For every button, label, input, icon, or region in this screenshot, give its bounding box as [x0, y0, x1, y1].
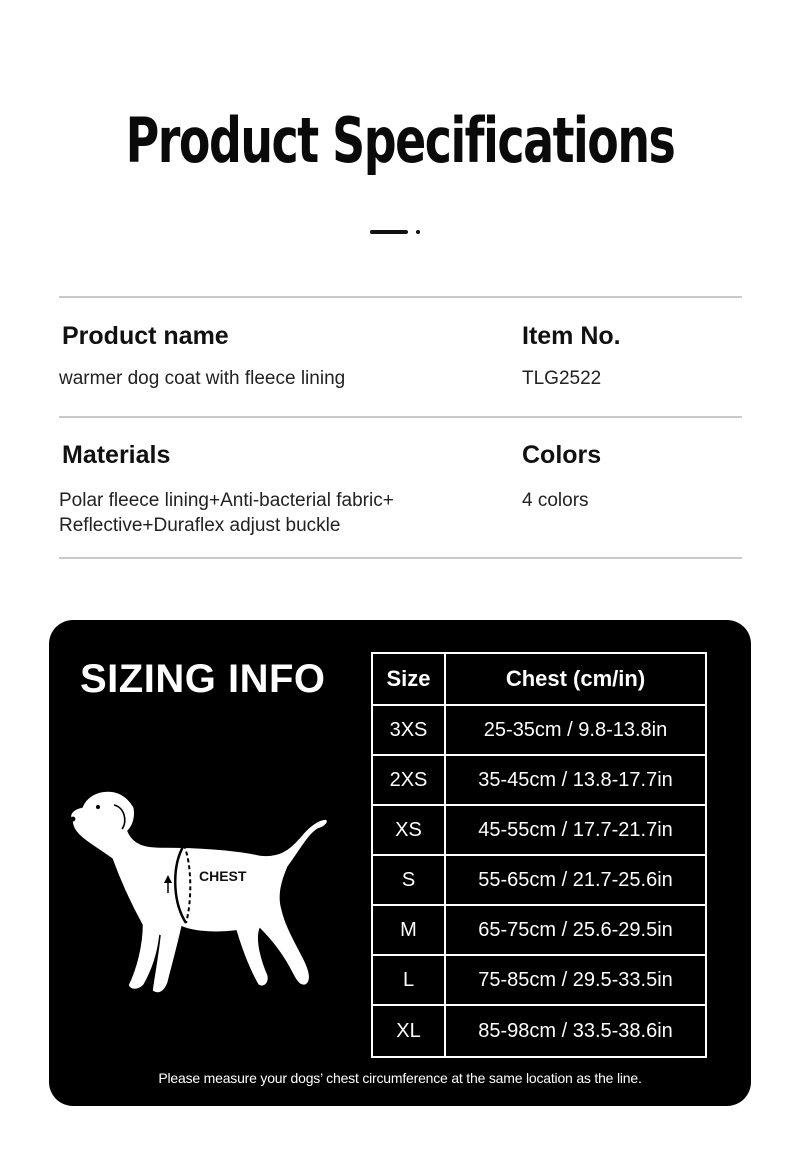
- column-header-size: Size: [373, 654, 446, 706]
- size-cell: XL: [373, 1006, 446, 1056]
- table-header-row: [373, 654, 705, 706]
- table-row: [373, 806, 705, 856]
- colors-value: 4 colors: [522, 490, 589, 511]
- size-cell: 3XS: [373, 706, 446, 756]
- product-name-value: warmer dog coat with fleece lining: [59, 368, 346, 389]
- divider: [59, 296, 742, 298]
- dog-nose: [71, 817, 76, 822]
- table-row: [373, 706, 705, 756]
- materials-value-line1: Polar fleece lining+Anti-bacterial fabric+: [59, 490, 394, 511]
- chest-label: CHEST: [199, 868, 247, 884]
- chest-cell: 85-98cm / 33.5-38.6in: [478, 1019, 673, 1042]
- table-row: [373, 906, 705, 956]
- chest-cell: 35-45cm / 13.8-17.7in: [446, 756, 705, 806]
- table-row: [373, 1006, 705, 1056]
- dog-eye: [96, 805, 100, 809]
- chest-cell: 25-35cm / 9.8-13.8in: [446, 706, 705, 756]
- divider: [59, 557, 742, 559]
- sizing-title: SIZING INFO: [80, 657, 326, 701]
- page-title: Product Specifications: [125, 104, 675, 177]
- item-no-label: Item No.: [522, 322, 621, 350]
- title-divider-dot: [416, 230, 420, 234]
- size-cell: 2XS: [373, 756, 446, 806]
- chest-cell: 55-65cm / 21.7-25.6in: [446, 856, 705, 906]
- dog-silhouette: [70, 791, 327, 993]
- chest-cell: 65-75cm / 25.6-29.5in: [446, 906, 705, 956]
- product-name-label: Product name: [62, 322, 229, 350]
- size-cell: L: [373, 956, 446, 1006]
- divider: [59, 416, 742, 418]
- dog-chest-illustration-icon: [64, 785, 334, 1000]
- measurement-note: Please measure your dogs’ chest circumference at the same location as the line.: [158, 1070, 642, 1086]
- size-cell: M: [373, 906, 446, 956]
- size-cell: S: [373, 856, 446, 906]
- chest-cell: 75-85cm / 29.5-33.5in: [446, 956, 705, 1006]
- title-divider-dash: [370, 230, 408, 234]
- chest-cell: 45-55cm / 17.7-21.7in: [446, 806, 705, 856]
- materials-label: Materials: [62, 441, 171, 469]
- table-row: [373, 956, 705, 1006]
- table-row: [373, 756, 705, 806]
- materials-value-line2: Reflective+Duraflex adjust buckle: [59, 515, 341, 536]
- column-header-chest: Chest (cm/in): [446, 654, 705, 706]
- size-cell: XS: [373, 806, 446, 856]
- colors-label: Colors: [522, 441, 602, 469]
- item-no-value: TLG2522: [522, 368, 602, 389]
- table-row: [373, 856, 705, 906]
- size-chart-table: [371, 652, 707, 1058]
